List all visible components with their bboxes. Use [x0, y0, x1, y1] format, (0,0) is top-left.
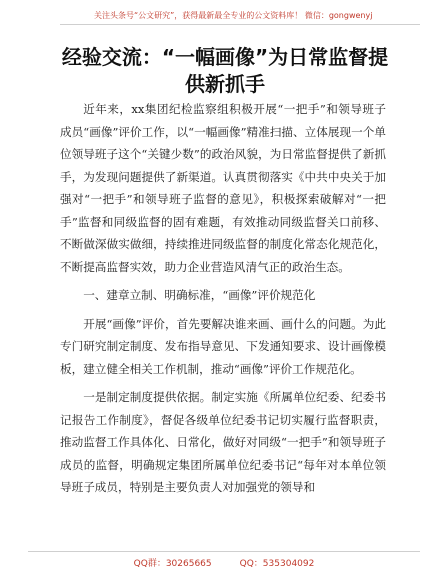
paragraph-section-intro: 开展“画像”评价，首先要解决谁来画、画什么的问题。为此专门研究制定制度、发布指导意见、下发通知要求、设计画像模板，建立健全相关工作机制，推动“画像”评价工作规范化。 — [60, 316, 386, 376]
section-heading: 一、建章立制、明确标准，“画像”评价规范化 — [83, 288, 316, 302]
header-divider — [60, 24, 420, 25]
footer-qq: QQ：535304092 — [239, 559, 315, 569]
paragraph-point-one: 一是制定制度提供依据。制定实施《所属单位纪委、纪委书记报告工作制度》，督促各级单位纪委书记切实履行监督职责，推动监督工作具体化、日常化，做好对同级“一把手”和领导班子成员的监督，明确规定集团所属单位纪委书记“每年对本单位领导班子成员，特别是主要负责人对加强党的领导和 — [60, 390, 386, 494]
paragraph-intro: 近年来，xx集团纪检监察组积极开展“一把手”和领导班子成员“画像”评价工作，以“一幅画像”精准扫描、立体展现一个单位领导班子这个“关键少数”的政治风貌，为日常监督提供了新抓手，为发现问题提供了新渠道。认真贯彻落实《中共中央关于加强对“一把手”和领导班子监督的意见》，积极探索破解对“一把手”监督和同级监督的固有难题，有效推动同级监督关口前移、不断做深做实做细，持续推进同级监督的制度化常态化规范化，不断提高监督实效，助力企业营造风清气正的政治生态。 — [60, 102, 386, 274]
header-banner: 关注头条号“公文研究”，获得最新最全专业的公文资料库！ 微信：gongwenyj — [94, 11, 373, 20]
document-title: 经验交流：“一幅画像”为日常监督提供新抓手 — [61, 45, 389, 96]
document-body — [60, 98, 386, 505]
footer-contact — [0, 558, 448, 570]
footer-qq-group: QQ群：30265665 — [133, 559, 212, 569]
footer-divider — [28, 551, 420, 552]
